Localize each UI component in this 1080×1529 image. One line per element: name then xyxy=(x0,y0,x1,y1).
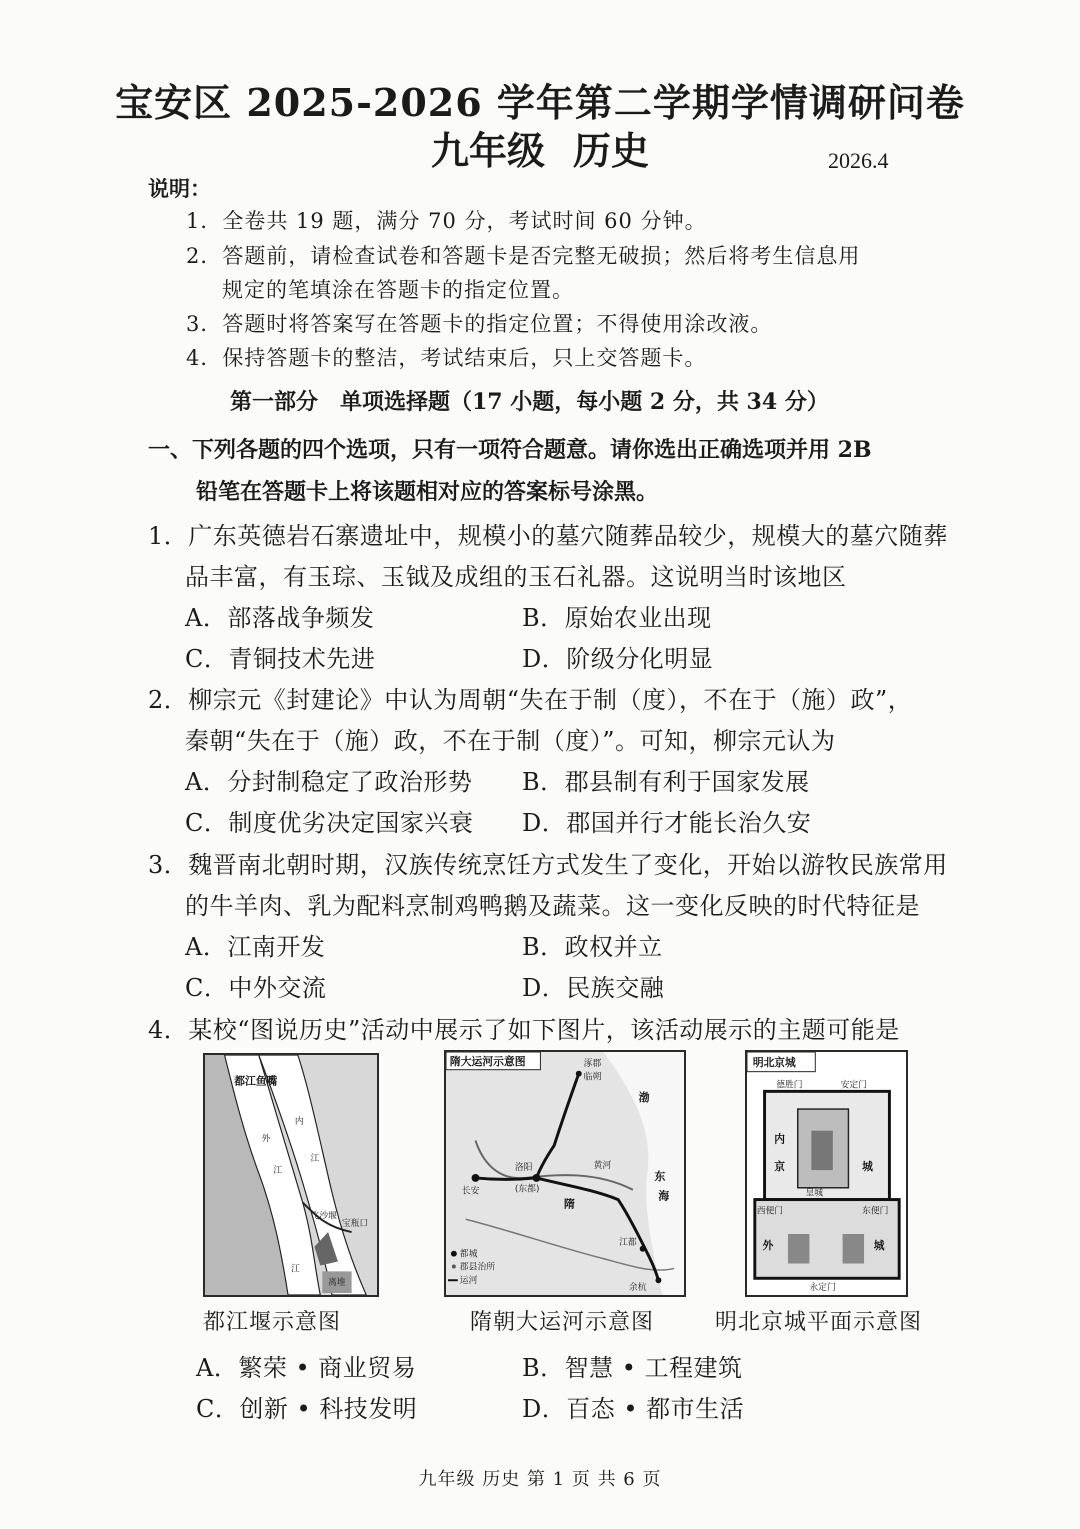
canal-label: 洛阳 xyxy=(514,1163,533,1174)
dujiangyan-caption: 都江堰示意图 xyxy=(203,1310,342,1335)
beijing-label: 德胜门 xyxy=(776,1080,803,1091)
grade: 九年级 xyxy=(430,128,545,173)
grade-subject xyxy=(0,120,1080,175)
dujiangyan-label: 都江鱼嘴 xyxy=(234,1074,278,1088)
beijing-label: 外 xyxy=(762,1238,774,1252)
exam-date: 2026.4 xyxy=(828,148,889,173)
dujiangyan-label: 内 xyxy=(294,1116,304,1127)
beijing-label: 皇城 xyxy=(805,1188,824,1199)
dujiangyan-label: 离堆 xyxy=(328,1278,346,1289)
q2-option-d[interactable]: D．郡国并行才能长治久安 xyxy=(522,809,812,837)
section-instruction: 铅笔在答题卡上将该题相对应的答案标号涂黑。 xyxy=(196,479,659,505)
note-item: 规定的笔填涂在答题卡的指定位置。 xyxy=(222,278,574,302)
dujiangyan-label: 飞沙堰 xyxy=(310,1211,337,1222)
dujiangyan-label: 江 xyxy=(291,1264,300,1275)
section-title: 第一部分 单项选择题（17 小题，每小题 2 分，共 34 分） xyxy=(230,389,829,415)
canal-label: 江都 xyxy=(619,1237,637,1248)
note-item: 4．保持答题卡的整洁，考试结束后，只上交答题卡。 xyxy=(186,346,707,370)
q4-option-d[interactable]: D．百态 • 都市生活 xyxy=(522,1395,745,1423)
dujiangyan-label: 宝瓶口 xyxy=(341,1219,369,1230)
q2-option-b[interactable]: B．郡县制有利于国家发展 xyxy=(522,768,810,796)
q1-option-c[interactable]: C．青铜技术先进 xyxy=(185,645,376,673)
canal-label: 海 xyxy=(658,1189,670,1203)
subject: 历史 xyxy=(573,128,650,173)
q3-option-a[interactable]: A．江南开发 xyxy=(185,933,326,961)
note-item: 1．全卷共 19 题，满分 70 分，考试时间 60 分钟。 xyxy=(186,209,707,233)
q1-option-b[interactable]: B．原始农业出现 xyxy=(522,604,712,632)
canal-legend-item: 都城 xyxy=(459,1249,478,1260)
q3-option-c[interactable]: C．中外交流 xyxy=(185,974,327,1002)
section-instruction: 一、下列各题的四个选项，只有一项符合题意。请你选出正确选项并用 2B xyxy=(148,437,872,463)
beijing-label: 内 xyxy=(774,1132,786,1146)
beijing-label: 安定门 xyxy=(840,1080,867,1091)
canal-label: 黄河 xyxy=(593,1161,612,1172)
question-3-text: 3．魏晋南北朝时期，汉族传统烹饪方式发生了变化，开始以游牧民族常用 xyxy=(148,851,948,879)
ming-beijing-caption: 明北京城平面示意图 xyxy=(715,1310,923,1335)
question-1-text: 品丰富，有玉琮、玉钺及成组的玉石礼器。这说明当时该地区 xyxy=(185,563,847,591)
page-footer: 九年级 历史 第 1 页 共 6 页 xyxy=(418,1469,662,1490)
beijing-label: 京 xyxy=(774,1160,786,1174)
dujiangyan-label: 江 xyxy=(273,1166,283,1177)
q3-option-b[interactable]: B．政权并立 xyxy=(522,933,663,961)
q2-option-c[interactable]: C．制度优劣决定国家兴衰 xyxy=(185,809,474,837)
grand-canal-caption: 隋朝大运河示意图 xyxy=(470,1310,655,1335)
dujiangyan-label: 江 xyxy=(310,1154,320,1165)
ming-beijing-map xyxy=(745,1050,908,1297)
notes-heading: 说明： xyxy=(148,176,211,201)
beijing-label: 城 xyxy=(873,1238,885,1252)
q1-option-d[interactable]: D．阶级分化明显 xyxy=(522,645,714,673)
grand-canal-map xyxy=(444,1050,686,1297)
question-2-text: 2．柳宗元《封建论》中认为周朝“失在于制（度），不在于（施）政”， xyxy=(148,686,913,714)
note-item: 2．答题前，请检查试卷和答题卡是否完整无破损；然后将考生信息用 xyxy=(186,244,861,268)
canal-label: 余杭 xyxy=(628,1283,647,1294)
canal-legend-item: 郡县治所 xyxy=(459,1262,496,1273)
beijing-label: 西便门 xyxy=(756,1206,784,1217)
question-2-text: 秦朝“失在于（施）政，不在于制（度）”。可知，柳宗元认为 xyxy=(185,727,836,755)
dujiangyan-label: 外 xyxy=(261,1134,271,1145)
canal-label: 长安 xyxy=(461,1186,480,1197)
beijing-label: 永定门 xyxy=(809,1283,836,1294)
canal-label: 东 xyxy=(654,1169,666,1183)
question-3-text: 的牛羊肉、乳为配料烹制鸡鸭鹅及蔬菜。这一变化反映的时代特征是 xyxy=(185,892,920,920)
question-1-text: 1．广东英德岩石寨遗址中，规模小的墓穴随葬品较少，规模大的墓穴随葬 xyxy=(148,522,948,550)
canal-label: 临朔 xyxy=(583,1072,602,1083)
note-item: 3．答题时将答案写在答题卡的指定位置；不得使用涂改液。 xyxy=(186,312,773,336)
q4-option-a[interactable]: A．繁荣 • 商业贸易 xyxy=(196,1354,417,1382)
q4-option-c[interactable]: C．创新 • 科技发明 xyxy=(196,1395,418,1423)
q3-option-d[interactable]: D．民族交融 xyxy=(522,974,665,1002)
q4-option-b[interactable]: B．智慧 • 工程建筑 xyxy=(522,1354,743,1382)
exam-title: 宝安区 2025-2026 学年第二学期学情调研问卷 xyxy=(115,80,965,125)
question-4-text: 4．某校“图说历史”活动中展示了如下图片，该活动展示的主题可能是 xyxy=(148,1016,900,1044)
canal-label: (东都) xyxy=(514,1184,540,1195)
beijing-label: 东便门 xyxy=(862,1206,889,1217)
canal-label: 渤 xyxy=(638,1091,650,1105)
dujiangyan-map xyxy=(203,1053,379,1297)
canal-map-title: 隋大运河示意图 xyxy=(449,1054,526,1068)
canal-label: 涿郡 xyxy=(583,1058,602,1069)
beijing-map-title: 明北京城 xyxy=(752,1055,796,1069)
q1-option-a[interactable]: A．部落战争频发 xyxy=(185,604,375,632)
q2-option-a[interactable]: A．分封制稳定了政治形势 xyxy=(185,768,473,796)
canal-legend-item: 运河 xyxy=(459,1276,478,1287)
canal-label: 隋 xyxy=(564,1197,575,1211)
beijing-label: 城 xyxy=(862,1160,873,1174)
